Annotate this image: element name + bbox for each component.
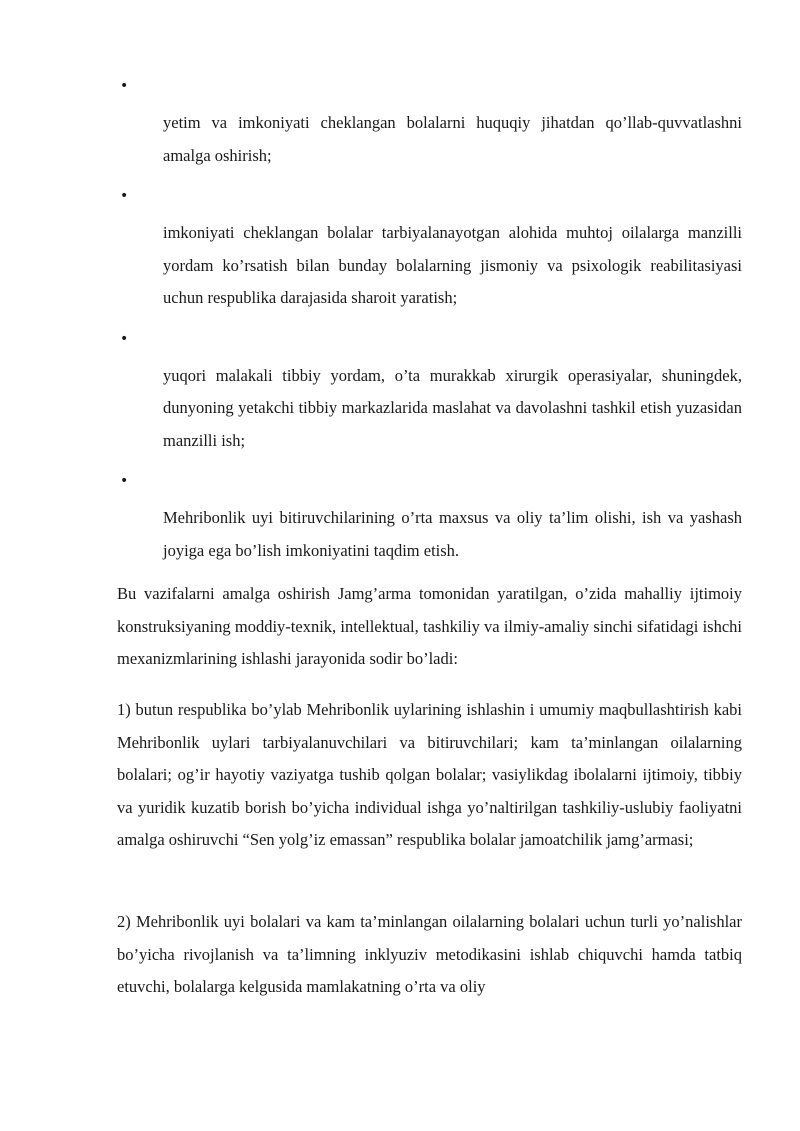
bullet-icon: • [120,78,129,94]
bullet-text: yetim va imkoniyati cheklangan bolalarni huquqiy jihatdan qo’llab-quvvatlashni amalga oshirish; [163,113,742,165]
bullet-icon: • [120,330,129,347]
bullet-icon: • [120,188,129,204]
bullet-text: imkoniyati cheklangan bolalar tarbiyalanayotgan alohida muhtoj oilalarga manzilli yordam ko’rsatish bilan bunday bolalarning jismoniy va psixologik reabilitasiyasi uchun respublika darajasida sharoit yaratish; [163,223,742,307]
numbered-paragraph-1: 1) butun respublika bo’ylab Mehribonlik uylarining ishlashin i umumiy maqbullashtirish kabi Mehribonlik uylari tarbiyalanuvchilari va bitiruvchilari; kam ta’minlangan oilalarning bolalari; og’ir hayotiy vaziyatga tushib qolgan bolalar; vasiylikdag ibolalarni ijtimoiy, tibbiy va yuridik kuzatib borish bo’yicha individual ishga yo’naltirilgan tashkiliy-uslubiy faoliyatni amalga oshiruvchi “Sen yolg’iz emassan” respublika bolalar jamoatchilik jamg’armasi; [117,700,742,849]
bullet-list [117,76,742,581]
list-item [117,471,742,567]
numbered-paragraph-2: 2) Mehribonlik uyi bolalari va kam ta’minlangan oilalarning bolalari uchun turli yo’nalishlar bo’yicha rivojlanish va ta’limning inklyuziv metodikasini ishlab chiquvchi hamda tatbiq etuvchi, bolalarga kelgusida mamlakatning o’rta va oliy [117,912,742,996]
intro-paragraph: Bu vazifalarni amalga oshirish Jamg’arma tomonidan yaratilgan, o’zida mahalliy ijtimoiy konstruksiyaning moddiy-texnik, intellektual, tashkiliy va ilmiy-amaliy sinchi sifatidagi ishchi mexanizmlarining ishlashi jarayonida sodir bo’ladi: [117,584,742,668]
list-item [117,76,742,172]
bullet-text: Mehribonlik uyi bitiruvchilarining o’rta maxsus va oliy ta’lim olishi, ish va yashash joyiga ega bo’lish imkoniyatini taqdim etish. [163,508,742,560]
list-item [117,186,742,315]
bullet-text: yuqori malakali tibbiy yordam, o’ta murakkab xirurgik operasiyalar, shuningdek, dunyoning yetakchi tibbiy markazlarida maslahat va davolashni tashkil etish yuzasidan manzilli ish; [163,365,742,450]
list-item [117,329,742,458]
bullet-icon: • [120,473,129,489]
